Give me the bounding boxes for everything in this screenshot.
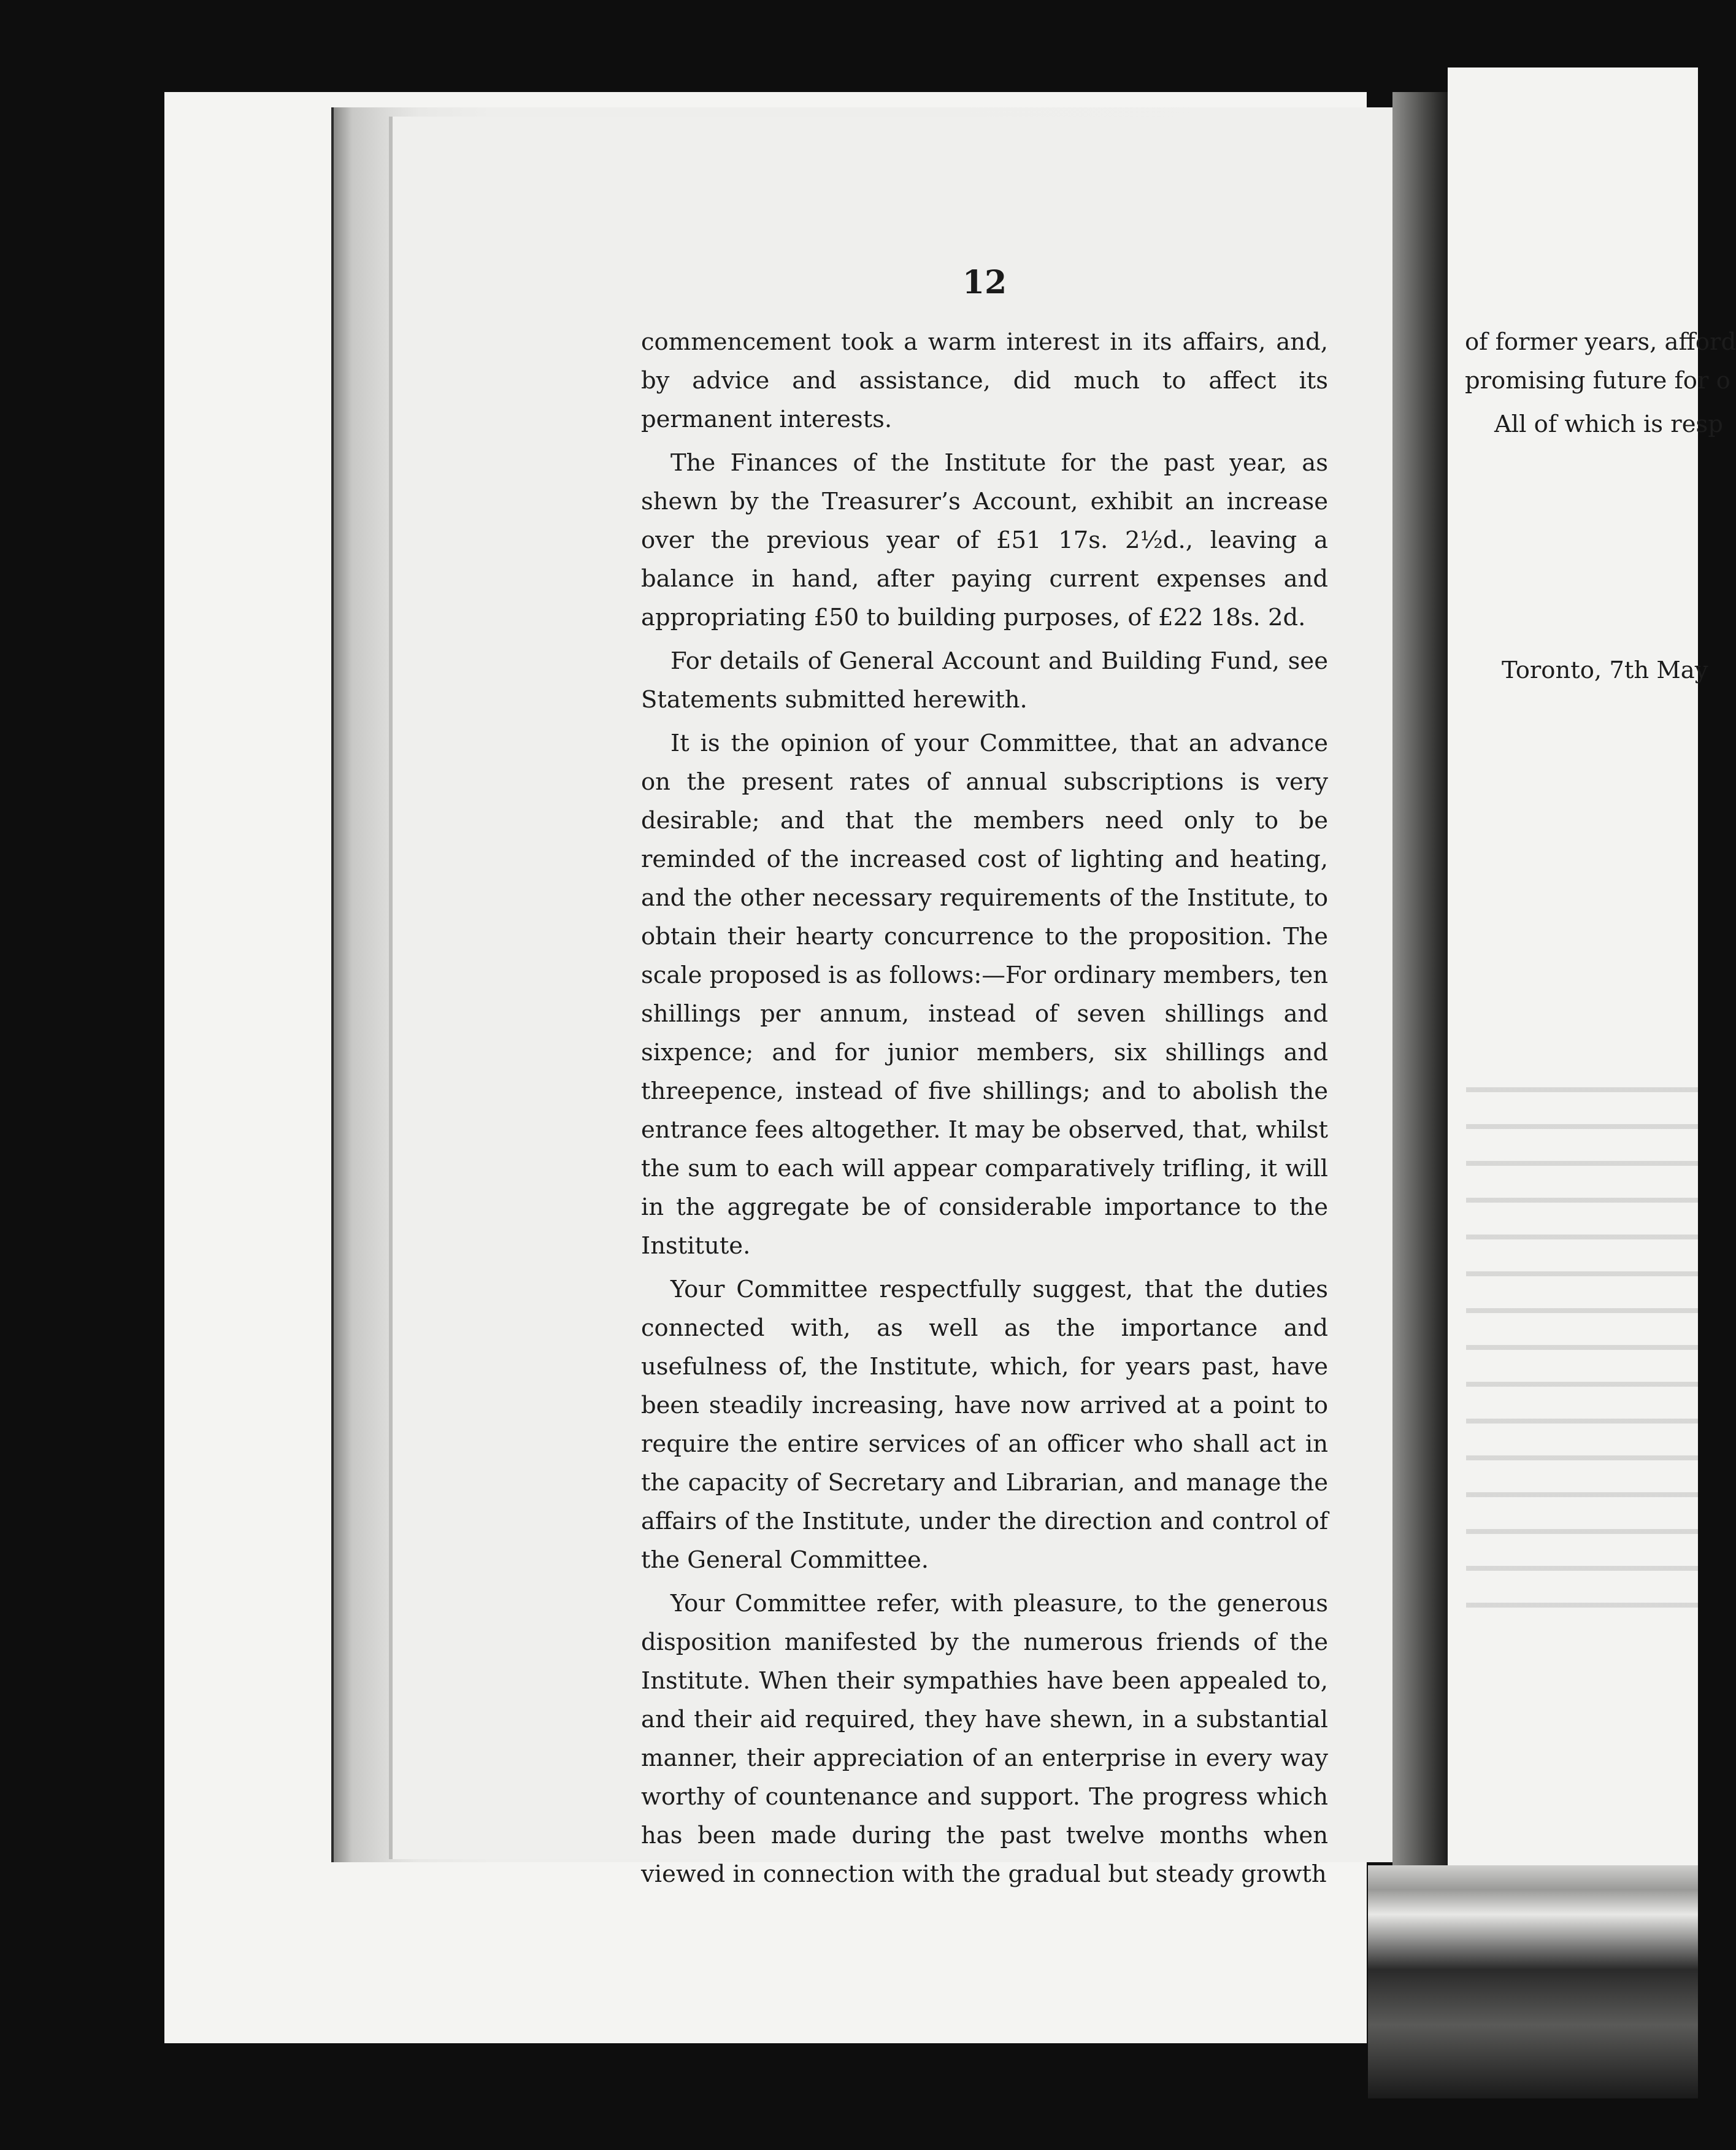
paragraph-2: The Finances of the Institute for the past year, as shewn by the Treasurer’s Account, exhibit an increase over the previous year of £51 17s. 2½d., leaving a balance in hand, after paying current expenses and appropriating £50 to building purposes, of £22 18s. 2d. bbox=[641, 449, 1328, 631]
facing-place-date: Toronto, 7th May bbox=[1502, 657, 1708, 684]
page-number: 12 bbox=[962, 264, 1007, 301]
paragraph-6: Your Committee refer, with pleasure, to the generous disposition manifested by the numerous friends of the Institute. When their sympathies have been appealed to, and their aid required, they have shewn, in a substantial manner, their appreciation of an enterprise in every way worthy of countenance and support. The progress which has been made during the past twelve months when viewed in connection with the gradual but steady growth bbox=[641, 1590, 1328, 1888]
paragraph-4: It is the opinion of your Committee, that an advance on the present rates of annual subscriptions is very desirable; and that the members need only to be reminded of the increased cost of lighting and heating, and the other necessary requirements of the Institute, to obtain their hearty concurrence to the proposition. The scale proposed is as follows:—For ordinary members, ten shillings per annum, instead of seven shillings and sixpence; and for junior members, six shillings and threepence, instead of five shillings; and to abolish the entrance fees altogether. It may be observed, that, whilst the sum to each will appear comparatively trifling, it will in the aggregate be of considerable importance to the Institute. bbox=[641, 730, 1328, 1260]
facing-line-1: of former years, afford bbox=[1465, 328, 1736, 356]
book-gutter bbox=[1392, 92, 1448, 1871]
facing-line-2: promising future for o bbox=[1465, 367, 1730, 395]
paragraph-5: Your Committee respectfully suggest, that the duties connected with, as well as the importance and usefulness of, the Institute, which, for years past, have been steadily increasing, have now arrived at a point to require the entire services of an officer who shall act in the capacity of Secretary and Librarian, and manage the affairs of the Institute, under the direction and control of the General Committee. bbox=[641, 1276, 1328, 1574]
book-cover-edge bbox=[1368, 1865, 1698, 2098]
show-through-text bbox=[1466, 1055, 1698, 1608]
facing-page-text bbox=[1465, 323, 1736, 444]
body-text bbox=[641, 323, 1328, 1898]
paragraph-1: commencement took a warm interest in its affairs, and, by advice and assistance, did much to affect its permanent interests. bbox=[641, 328, 1328, 433]
paragraph-3: For details of General Account and Building Fund, see Statements submitted herewith. bbox=[641, 647, 1328, 714]
facing-closing: All of which is resp bbox=[1494, 410, 1723, 438]
